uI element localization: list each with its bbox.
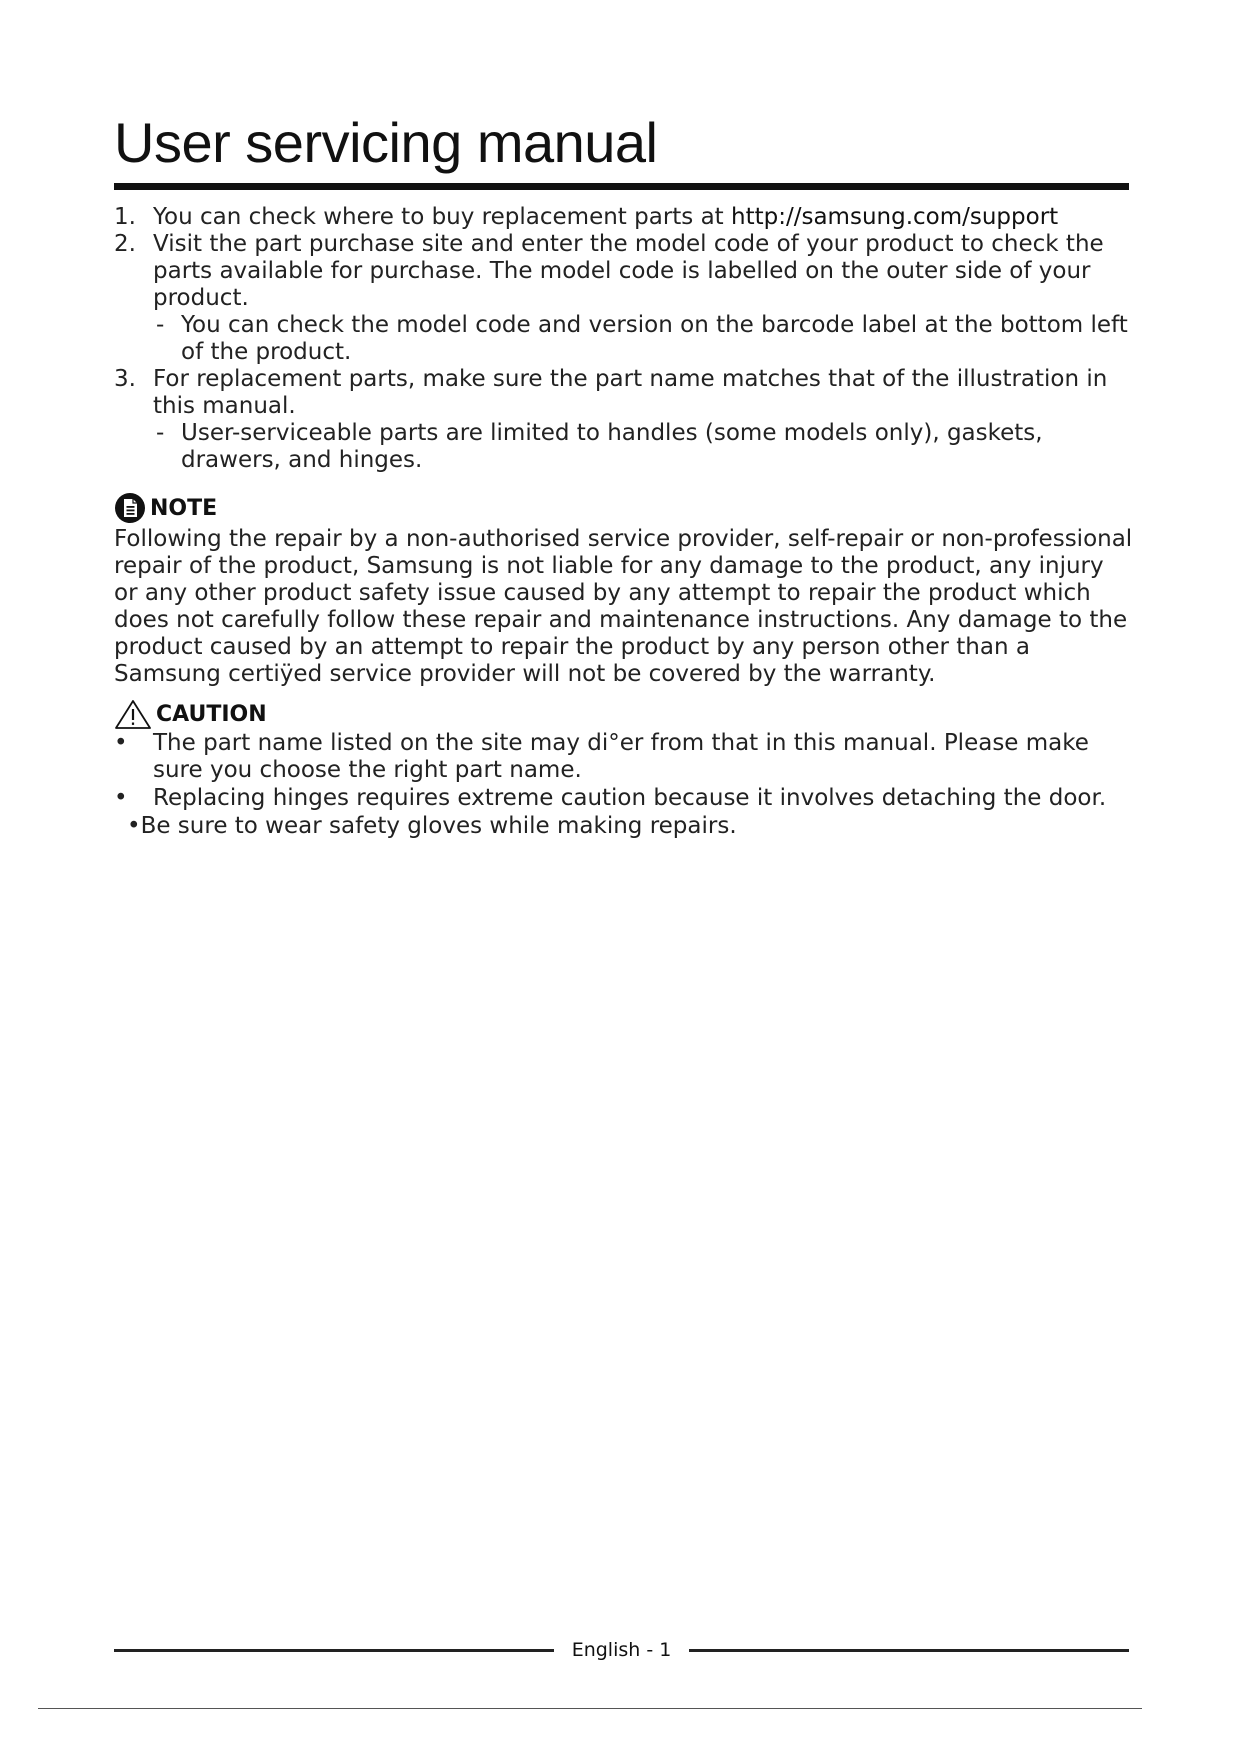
note-icon <box>114 492 146 524</box>
bullet-dot: • <box>114 730 128 756</box>
sub-text: User-serviceable parts are limited to handles (some models only), gaskets, drawers, and hinges. <box>181 420 1043 473</box>
sub-item <box>153 420 1134 474</box>
step-text: Visit the part purchase site and enter the model code of your product to check the parts available for purchase. The model code is labelled on the outer side of your product. <box>153 231 1104 311</box>
steps-list <box>114 204 1134 474</box>
step-item <box>114 366 1134 474</box>
sub-dash: - <box>156 420 165 446</box>
caution-text: The part name listed on the site may di°er from that in this manual. Please make sure you choose the right part name. <box>153 730 1089 783</box>
note-label: NOTE <box>150 495 218 521</box>
caution-last-line: •Be sure to wear safety gloves while making repairs. <box>127 813 737 839</box>
sub-item <box>153 312 1134 366</box>
caution-heading <box>114 698 1134 730</box>
step-text: You can check where to buy replacement parts at <box>153 204 732 230</box>
page-footer <box>114 1637 1129 1663</box>
sub-list <box>153 420 1134 474</box>
caution-list <box>114 730 1134 812</box>
note-text: Following the repair by a non-authorised service provider, self-repair or non-professional repair of the product, Samsung is not liable for any damage to the product, any injury or any other product safety issue caused by any attempt to repair the product which does not carefully follow these repair and maintenance instructions. Any damage to the product caused by an attempt to repair the product by any person other than a Samsung certiÿed service provider will not be covered by the warranty. <box>114 526 1133 687</box>
bottom-rule <box>38 1708 1142 1709</box>
footer-rule-left <box>114 1649 554 1652</box>
title-rule <box>114 183 1129 190</box>
sub-list <box>153 312 1134 366</box>
footer-rule-right <box>689 1649 1129 1652</box>
step-number: 2. <box>114 231 136 257</box>
page-number: English - 1 <box>571 1639 672 1661</box>
note-heading <box>114 492 1134 524</box>
sub-dash: - <box>156 312 165 338</box>
caution-item <box>114 785 1134 812</box>
caution-text: Replacing hinges requires extreme caution because it involves detaching the door. <box>153 785 1107 811</box>
step-number: 1. <box>114 204 136 230</box>
support-link[interactable]: http://samsung.com/support <box>731 204 1059 230</box>
content <box>114 204 1134 840</box>
step-number: 3. <box>114 366 136 392</box>
step-item <box>114 204 1134 231</box>
caution-label: CAUTION <box>156 701 267 727</box>
step-item <box>114 231 1134 366</box>
caution-item <box>114 730 1134 784</box>
warning-icon <box>114 698 152 730</box>
step-text: For replacement parts, make sure the part name matches that of the illustration in this manual. <box>153 366 1108 419</box>
page-title: User servicing manual <box>114 111 658 174</box>
sub-text: You can check the model code and version on the barcode label at the bottom left of the product. <box>181 312 1128 365</box>
bullet-dot: • <box>114 785 128 811</box>
